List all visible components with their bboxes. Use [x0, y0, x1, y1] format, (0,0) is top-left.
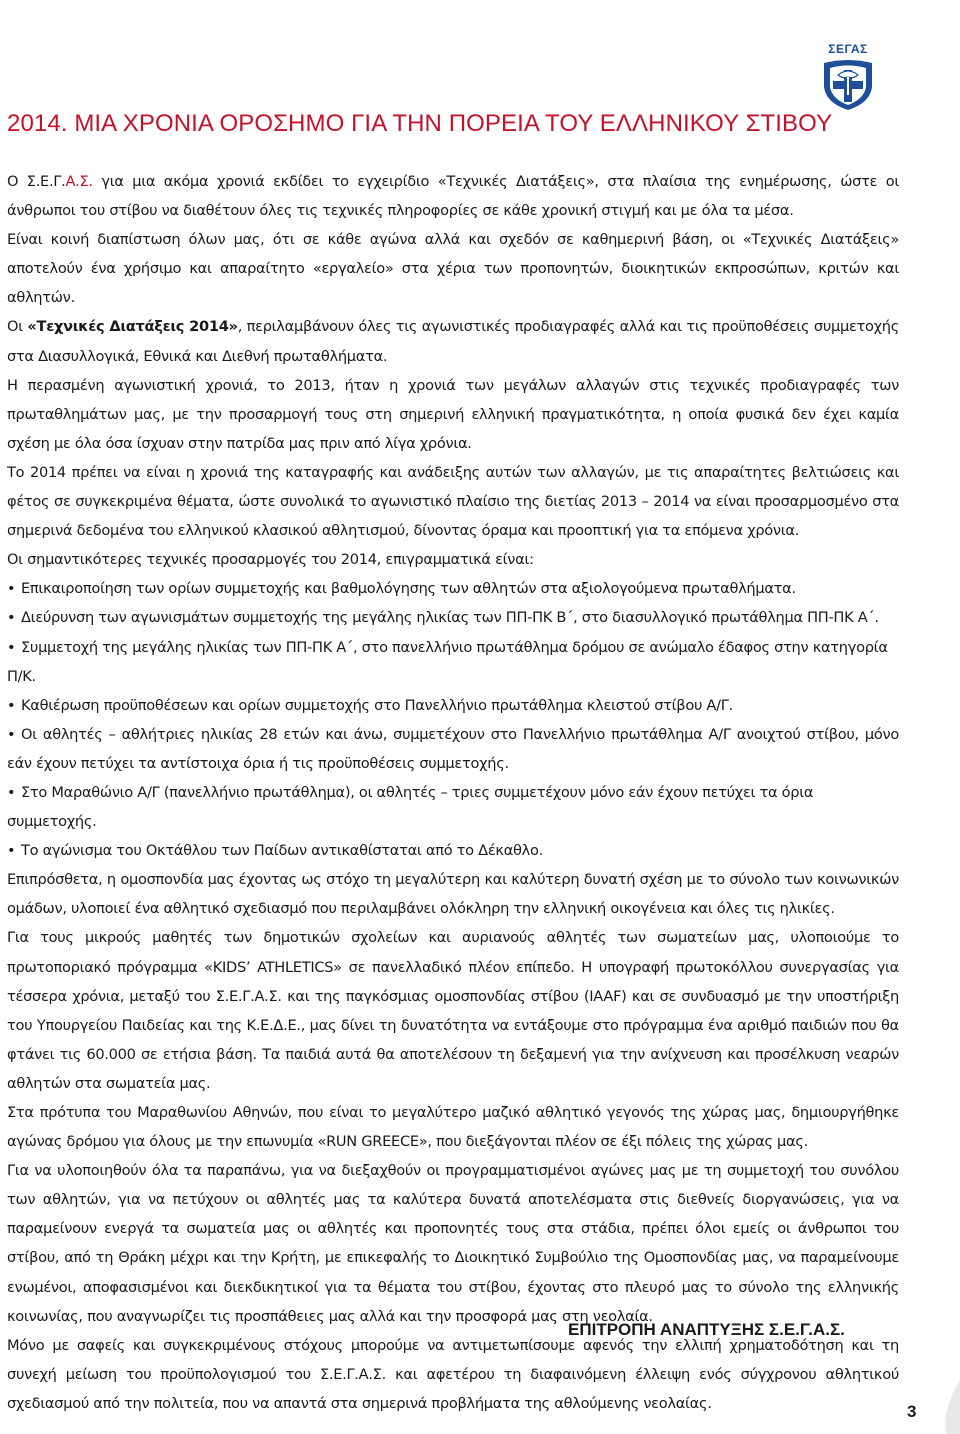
- paragraph-intro: [7, 167, 899, 225]
- logo-text: ΣΕΓΑΣ: [828, 42, 868, 56]
- closing-paragraph-5: Μόνο με σαφείς και συγκεκριμένους στόχους μπορούμε να αντιμετωπίσουμε αφενός την ελλιπή χρηματοδότηση και τη συνεχή μείωση του προϋπολογισμού του Σ.Ε.Γ.Α.Σ. και αφετέρου τη διαφαινόμενη έλλειψη ενός σύγχρονου αθλητικού σχεδιασμού από την πολιτεία, που να απαντά στα σημερινά προβλήματα της αθλούμενης νεολαίας.: [7, 1336, 899, 1412]
- bullet-icon: •: [7, 725, 16, 743]
- list-item: [7, 574, 899, 603]
- signature: ΕΠΙΤΡΟΠΗ ΑΝΑΠΤΥΞΗΣ Σ.Ε.Γ.Α.Σ.: [568, 1320, 845, 1339]
- page-title: 2014. ΜΙΑ ΧΡΟΝΙΑ ΟΡΟΣΗΜΟ ΓΙΑ ΤΗΝ ΠΟΡΕΙΑ ΤΟΥ ΕΛΛΗΝΙΚΟΥ ΣΤΙΒΟΥ: [7, 110, 833, 137]
- list-item-text: Οι αθλητές – αθλήτριες ηλικίας 28 ετών και άνω, συμμετέχουν στο Πανελλήνιο πρωτάθλημα Α/Γ ανοιχτού στίβου, μόνο εάν έχουν πετύχει τα αντίστοιχα όρια ή τις προϋποθέσεις συμμετοχής.: [7, 725, 899, 772]
- list-item-text: Επικαιροποίηση των ορίων συμμετοχής και βαθμολόγησης των αθλητών στα αξιολογούμενα πρωταθλήματα.: [21, 580, 796, 598]
- intro-accent: Α.Σ.: [65, 173, 93, 190]
- bullet-icon: •: [7, 638, 16, 656]
- p3-bold: «Τεχνικές Διατάξεις 2014»: [27, 318, 238, 336]
- list-item-text: Το αγώνισμα του Οκτάθλου των Παίδων αντικαθίσταται από το Δέκαθλο.: [21, 842, 543, 860]
- list-item: [7, 603, 899, 632]
- p3-lead: Οι: [7, 318, 28, 336]
- page-corner-tab-icon: [940, 1380, 960, 1434]
- bullet-icon: •: [7, 580, 16, 598]
- paragraph-3: [7, 312, 899, 370]
- segas-logo: [812, 42, 884, 112]
- closing-paragraph-3: Στα πρότυπα του Μαραθωνίου Αθηνών, που είναι το μεγαλύτερο μαζικό αθλητικό γεγονός της χώρας μας, δημιουργήθηκε αγώνας δρόμου για όλους με την επωνυμία «RUN GREECE», που διεξάγονται πλέον σε έξι πόλεις της χώρας μας.: [7, 1104, 899, 1151]
- article-body: [7, 167, 899, 1418]
- paragraph-6: Οι σημαντικότερες τεχνικές προσαρμογές του 2014, επιγραμματικά είναι:: [7, 551, 534, 569]
- paragraph-2: Είναι κοινή διαπίστωση όλων μας, ότι σε κάθε αγώνα αλλά και σχεδόν σε καθημερινή βάση, οι «Τεχνικές Διατάξεις» αποτελούν ένα χρήσιμο και απαραίτητο «εργαλείο» στα χέρια των προπονητών, διοικητικών εκπροσώπων, κριτών και αθλητών.: [7, 231, 899, 307]
- list-item-text: Καθιέρωση προϋποθέσεων και ορίων συμμετοχής στο Πανελλήνιο πρωτάθλημα κλειστού στίβου Α/Γ.: [21, 696, 733, 714]
- p3-rest: , περιλαμβάνουν όλες τις αγωνιστικές προδιαγραφές αλλά και τις προϋποθέσεις συμμετοχής στα Διασυλλογικά, Εθνικά και Διεθνή πρωταθλήματα.: [7, 318, 899, 365]
- bullet-icon: •: [7, 783, 16, 801]
- list-item: [7, 836, 899, 865]
- page-number: 3: [907, 1402, 917, 1421]
- list-item: [7, 778, 899, 836]
- paragraph-4: Η περασμένη αγωνιστική χρονιά, το 2013, ήταν η χρονιά των μεγάλων αλλαγών στις τεχνικές προδιαγραφές των πρωταθλημάτων μας, με την προσαρμογή τους στη σημερινή ελληνική πραγματικότητα, η οποία φυσικά δεν έχει καμία σχέση με όλα όσα ίσχυαν στην πατρίδα μας πριν από λίγα χρόνια.: [7, 376, 899, 452]
- list-item-text: Στο Μαραθώνιο Α/Γ (πανελλήνιο πρωτάθλημα), οι αθλητές – τριες συμμετέχουν μόνο εάν έχουν πετύχει τα όρια συμμετοχής.: [7, 783, 814, 831]
- closing-paragraph-2: Για τους μικρούς μαθητές των δημοτικών σχολείων και αυριανούς αθλητές των σωματείων μας, υλοποιούμε το πρωτοποριακό πρόγραμμα «KIDS’ ATHLETICS» σε πανελλαδικό πλέον επίπεδο. Η υπογραφή πρωτοκόλλου συνεργασίας για τέσσερα χρόνια, μεταξύ του Σ.Ε.Γ.Α.Σ. και της παγκόσμιας ομοσπονδίας στίβου (IAAF) και σε συνδυασμό με την υποστήριξη του Υπουργείου Παιδείας και της Κ.Ε.Δ.Ε., μας δίνει τη δυνατότητα να εντάξουμε στο πρόγραμμα ένα αριθμό παιδιών που θα φτάνει τις 60.000 σε ετήσια βάση. Τα παιδιά αυτά θα αποτελέσουν τη δεξαμενή για την ανίχνευση και προσέλκυση νεαρών αθλητών στα σωματεία μας.: [7, 929, 899, 1092]
- list-item: [7, 720, 899, 778]
- list-item-text: Συμμετοχή της μεγάλης ηλικίας των ΠΠ-ΠΚ Α΄, στο πανελλήνιο πρωτάθλημα δρόμου σε ανώμαλο έδαφος στην κατηγορία Π/Κ.: [7, 638, 888, 685]
- list-item: [7, 691, 899, 720]
- intro-rest: για μια ακόμα χρονιά εκδίδει το εγχειρίδιο «Τεχνικές Διατάξεις», στα πλαίσια της ενημέρωσης, ώστε οι άνθρωποι του στίβου να διαθέτουν όλες τις τεχνικές πληροφορίες σε κάθε χρονική στιγμή και με όλα τα μέσα.: [7, 173, 900, 220]
- intro-lead: Ο Σ.Ε.Γ.: [7, 173, 66, 190]
- shield-icon: [820, 57, 876, 111]
- closing-paragraph-4: Για να υλοποιηθούν όλα τα παραπάνω, για να διεξαχθούν οι προγραμματισμένοι αγώνες μας με τη συμμετοχή του συνόλου των αθλητών, για να πετύχουν οι αθλητές μας τα καλύτερα δυνατά αποτελέσματα στις διεθνείς διοργανώσεις, για να παραμείνουν ενεργά τα σωματεία μας οι αθλητές και προπονητές τους στα στάδια, πρέπει όλοι εμείς οι άνθρωποι του στίβου, από τη Θράκη μέχρι και την Κρήτη, με επικεφαλής το Διοικητικό Συμβούλιο της Ομοσπονδίας μας, να παραμείνουμε ενωμένοι, αποφασισμένοι και διεκδικητικοί για τα θέματα του στίβου, έχοντας στο πλευρό μας το σύνολο της ελληνικής κοινωνίας, που αναγνωρίζει τις προσπάθειες μας αλλά και την προσφορά μας στη νεολαία.: [7, 1162, 899, 1325]
- bullet-icon: •: [7, 842, 16, 860]
- list-item: [7, 633, 899, 691]
- closing-paragraph-1: Επιπρόσθετα, η ομοσπονδία μας έχοντας ως στόχο τη μεγαλύτερη και καλύτερη δυνατή σχέση με το σύνολο των κοινωνικών ομάδων, υλοποιεί ένα αθλητικό σχεδιασμό που περιλαμβάνει ολόκληρη την ελληνική οικογένεια και όλες τις ηλικίες.: [7, 871, 899, 918]
- paragraph-5: Το 2014 πρέπει να είναι η χρονιά της καταγραφής και ανάδειξης αυτών των αλλαγών, με τις απαραίτητες βελτιώσεις και φέτος σε συγκεκριμένα θέματα, ώστε συνολικά το αγωνιστικό πλαίσιο της διετίας 2013 – 2014 να είναι προσαρμοσμένο στα σημερινά δεδομένα του ελληνικού κλασικού αθλητισμού, δίνοντας όραμα και προοπτική για τα επόμενα χρόνια.: [7, 463, 899, 540]
- bullet-icon: •: [7, 609, 16, 627]
- bullet-icon: •: [7, 696, 16, 714]
- list-item-text: Διεύρυνση των αγωνισμάτων συμμετοχής της μεγάλης ηλικίας των ΠΠ-ΠΚ Β΄, στο διασυλλογικό πρωτάθλημα ΠΠ-ΠΚ Α΄.: [21, 609, 879, 627]
